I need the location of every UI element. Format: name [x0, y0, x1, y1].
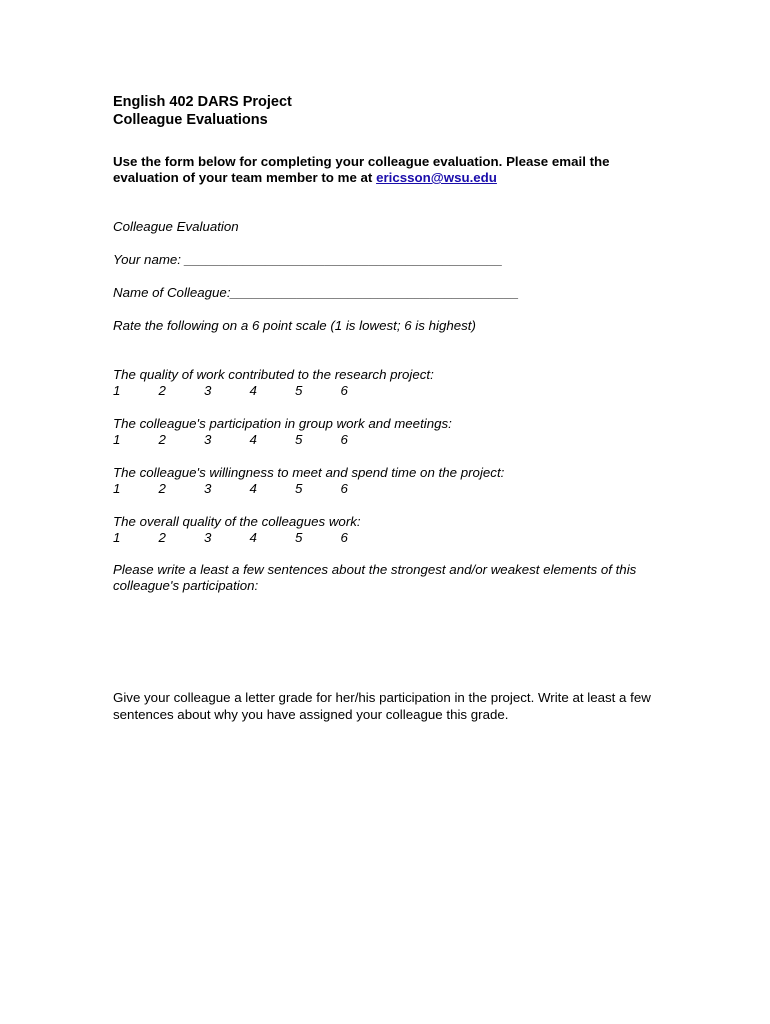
rating-option: 2 — [158, 481, 166, 496]
question-text: The colleague's participation in group work and meetings: — [113, 416, 452, 431]
rating-scale — [113, 432, 673, 448]
rating-question — [113, 416, 673, 448]
rating-option: 1 — [113, 530, 121, 545]
rating-option: 2 — [158, 432, 166, 447]
rating-option: 2 — [158, 530, 166, 545]
rating-option: 3 — [204, 383, 212, 398]
rating-option: 3 — [204, 530, 212, 545]
instructions-text: Use the form below for completing your colleague evaluation. Please email the evaluation of your team member to me at — [113, 154, 610, 185]
colleague-name-field: Name of Colleague:_______________________________________ — [113, 285, 519, 300]
your-name-field: Your name: ___________________________________________ — [113, 252, 503, 267]
rating-scale — [113, 530, 673, 546]
rating-question — [113, 465, 673, 497]
course-title: English 402 DARS Project — [113, 94, 292, 110]
rating-option: 4 — [249, 481, 257, 496]
rating-option: 6 — [340, 530, 348, 545]
rating-option: 3 — [204, 481, 212, 496]
instructions-paragraph — [113, 154, 673, 186]
rating-option: 2 — [158, 383, 166, 398]
rating-option: 5 — [295, 481, 303, 496]
rating-option: 3 — [204, 432, 212, 447]
rating-option: 6 — [340, 383, 348, 398]
rating-option: 4 — [249, 432, 257, 447]
scale-instruction: Rate the following on a 6 point scale (1 is lowest; 6 is highest) — [113, 318, 476, 333]
rating-scale — [113, 383, 673, 399]
question-text: The quality of work contributed to the research project: — [113, 367, 434, 382]
rating-option: 4 — [249, 383, 257, 398]
question-text: The overall quality of the colleagues work: — [113, 514, 361, 529]
rating-option: 6 — [340, 432, 348, 447]
rating-option: 5 — [295, 383, 303, 398]
rating-option: 5 — [295, 530, 303, 545]
document-page — [113, 93, 673, 723]
comment-prompt: Please write a least a few sentences about the strongest and/or weakest elements of this colleague's participation: — [113, 562, 637, 593]
rating-question — [113, 367, 673, 399]
email-link[interactable]: ericsson@wsu.edu — [376, 170, 497, 185]
form-section-title: Colleague Evaluation — [113, 219, 239, 234]
rating-option: 6 — [340, 481, 348, 496]
document-subtitle: Colleague Evaluations — [113, 112, 268, 128]
rating-question — [113, 514, 673, 546]
rating-option: 5 — [295, 432, 303, 447]
grade-prompt: Give your colleague a letter grade for her/his participation in the project. Write at least a few sentences about why you have assigned your colleague this grade. — [113, 690, 651, 722]
rating-option: 1 — [113, 383, 121, 398]
rating-option: 4 — [249, 530, 257, 545]
rating-option: 1 — [113, 481, 121, 496]
question-text: The colleague's willingness to meet and spend time on the project: — [113, 465, 505, 480]
rating-option: 1 — [113, 432, 121, 447]
rating-scale — [113, 481, 673, 497]
